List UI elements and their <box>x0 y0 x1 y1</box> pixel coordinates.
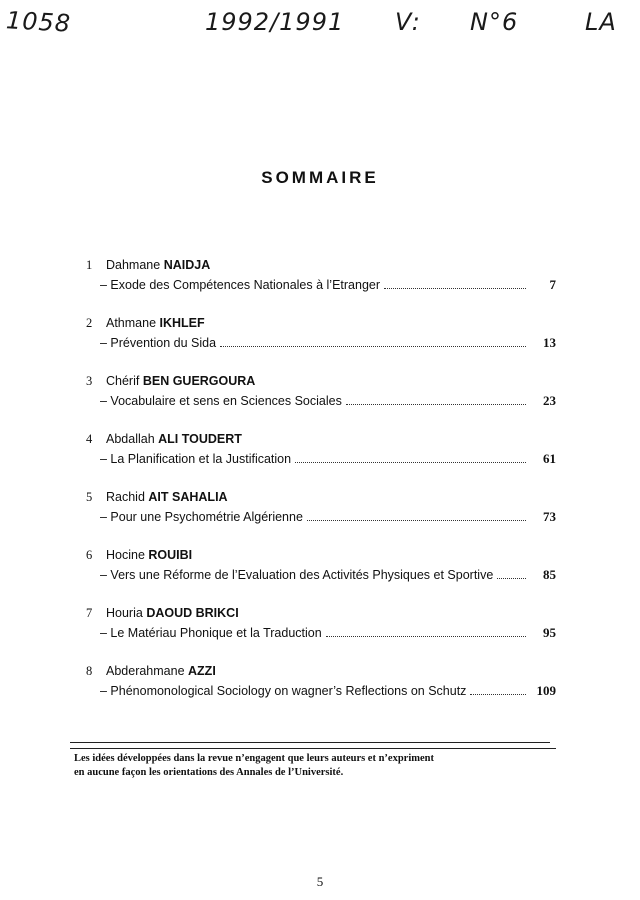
author-last-name: BEN GUERGOURA <box>142 374 256 388</box>
toc-entry-number: 3 <box>86 374 93 388</box>
toc-article <box>100 277 556 293</box>
author-first-name: Houria <box>106 606 143 620</box>
article-page: 23 <box>543 393 556 408</box>
toc-author <box>86 432 556 449</box>
footer-rule <box>70 742 550 743</box>
toc-entry <box>86 606 556 664</box>
disclaimer-line-2: en aucune façon les orientations des Annales de l’Université. <box>74 767 344 778</box>
toc-author <box>86 258 556 275</box>
article-title: – Prévention du Sida <box>100 336 217 350</box>
dot-leader <box>384 278 526 289</box>
page-number: 5 <box>316 874 324 889</box>
handwritten-code: LA <box>585 8 617 36</box>
toc-entry <box>86 664 556 722</box>
author-last-name: ALI TOUDERT <box>158 432 242 446</box>
author-first-name: Abderahmane <box>106 664 185 678</box>
article-title: – Vers une Réforme de l’Evaluation des Activités Physiques et Sportive <box>100 568 494 582</box>
page-title: SOMMAIRE <box>261 168 379 187</box>
toc-author <box>86 490 556 507</box>
disclaimer <box>74 752 544 780</box>
dot-leader <box>307 510 526 521</box>
article-page: 109 <box>536 683 556 698</box>
author-first-name: Athmane <box>106 316 157 330</box>
author-last-name: DAOUD BRIKCI <box>146 606 239 620</box>
toc-author <box>86 664 556 681</box>
toc-entry-number: 5 <box>86 490 93 504</box>
toc-entry-number: 1 <box>86 258 93 272</box>
author-last-name: NAIDJA <box>163 258 211 272</box>
handwritten-volume: V: <box>395 8 421 36</box>
article-title: – Exode des Compétences Nationales à l’Etranger <box>100 278 381 292</box>
toc-article <box>100 451 556 467</box>
footer-rule-double <box>70 748 556 749</box>
toc-article <box>100 567 556 583</box>
author-first-name: Hocine <box>106 548 145 562</box>
toc-entry-number: 2 <box>86 316 93 330</box>
toc-entry <box>86 316 556 374</box>
toc-entry <box>86 490 556 548</box>
dot-leader <box>346 394 526 405</box>
toc-entry <box>86 258 556 316</box>
toc-article <box>100 625 556 641</box>
toc-author <box>86 606 556 623</box>
article-page: 61 <box>543 451 556 466</box>
article-page: 95 <box>543 625 556 640</box>
author-last-name: IKHLEF <box>159 316 205 330</box>
toc-entry <box>86 432 556 490</box>
author-last-name: AIT SAHALIA <box>148 490 228 504</box>
handwritten-number: N°6 <box>470 8 519 36</box>
article-page: 7 <box>549 277 556 292</box>
dot-leader <box>497 568 526 579</box>
article-title: – Le Matériau Phonique et la Traduction <box>100 626 322 640</box>
toc-entry-number: 8 <box>86 664 93 678</box>
article-title: – Vocabulaire et sens en Sciences Sociales <box>100 394 342 408</box>
toc-article <box>100 335 556 351</box>
table-of-contents <box>86 258 556 722</box>
article-page: 13 <box>543 335 556 350</box>
author-last-name: AZZI <box>188 664 216 678</box>
toc-entry-number: 7 <box>86 606 93 620</box>
toc-entry-number: 6 <box>86 548 93 562</box>
toc-article <box>100 683 556 699</box>
dot-leader <box>326 626 526 637</box>
article-title: – La Planification et la Justification <box>100 452 292 466</box>
toc-entry <box>86 548 556 606</box>
handwritten-reference: 1058 <box>5 6 72 38</box>
toc-article <box>100 393 556 409</box>
author-last-name: ROUIBI <box>148 548 193 562</box>
author-first-name: Abdallah <box>106 432 155 446</box>
author-first-name: Dahmane <box>106 258 161 272</box>
author-first-name: Rachid <box>106 490 145 504</box>
article-page: 73 <box>543 509 556 524</box>
disclaimer-line-1: Les idées développées dans la revue n’engagent que leurs auteurs et n’expriment <box>74 753 434 764</box>
toc-author <box>86 548 556 565</box>
toc-article <box>100 509 556 525</box>
article-title: – Pour une Psychométrie Algérienne <box>100 510 303 524</box>
toc-author <box>86 374 556 391</box>
article-title: – Phénomonological Sociology on wagner’s Reflections on Schutz <box>100 684 467 698</box>
toc-author <box>86 316 556 333</box>
dot-leader <box>470 684 526 695</box>
handwritten-years: 1992/1991 <box>205 8 345 36</box>
dot-leader <box>295 452 526 463</box>
author-first-name: Chérif <box>106 374 140 388</box>
dot-leader <box>220 336 526 347</box>
article-page: 85 <box>543 567 556 582</box>
toc-entry <box>86 374 556 432</box>
toc-entry-number: 4 <box>86 432 93 446</box>
